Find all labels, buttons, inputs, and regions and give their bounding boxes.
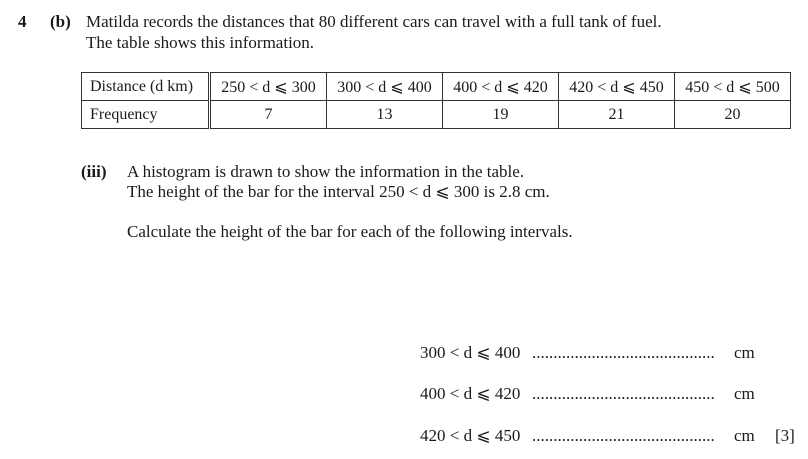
answer-interval-3: 420 < d ⩽ 450 <box>420 426 521 445</box>
interval-cell: 250 < d ⩽ 300 <box>210 73 327 101</box>
answer-line-1[interactable]: ........................................... <box>532 343 715 362</box>
table-row-frequency <box>82 101 791 129</box>
subpart-label: (iii) <box>81 162 107 181</box>
answer-unit-3: cm <box>734 426 755 445</box>
frequency-cell: 21 <box>559 101 675 129</box>
frequency-cell: 7 <box>210 101 327 129</box>
frequency-cell: 20 <box>675 101 791 129</box>
question-line-2: The table shows this information. <box>86 33 315 52</box>
frequency-cell: 13 <box>327 101 443 129</box>
table-row-distance <box>82 73 791 101</box>
answer-interval-1: 300 < d ⩽ 400 <box>420 343 521 362</box>
subpart-line-2: The height of the bar for the interval 250 < d ⩽ 300 is 2.8 cm. <box>127 182 550 201</box>
question-part-label: (b) <box>50 12 71 31</box>
frequency-table <box>81 72 791 129</box>
interval-cell: 450 < d ⩽ 500 <box>675 73 791 101</box>
row-label-frequency: Frequency <box>82 101 210 129</box>
answer-line-3[interactable]: ........................................... <box>532 426 715 445</box>
interval-cell: 420 < d ⩽ 450 <box>559 73 675 101</box>
interval-cell: 400 < d ⩽ 420 <box>443 73 559 101</box>
answer-interval-2: 400 < d ⩽ 420 <box>420 384 521 403</box>
subpart-line-1: A histogram is drawn to show the information in the table. <box>127 162 525 181</box>
row-label-distance: Distance (d km) <box>82 73 210 101</box>
answer-unit-2: cm <box>734 384 755 403</box>
frequency-cell: 19 <box>443 101 559 129</box>
marks-label: [3] <box>775 426 795 445</box>
answer-unit-1: cm <box>734 343 755 362</box>
instruction-text: Calculate the height of the bar for each of the following intervals. <box>127 222 573 241</box>
answer-line-2[interactable]: ........................................... <box>532 384 715 403</box>
question-number: 4 <box>18 12 27 31</box>
question-line-1: Matilda records the distances that 80 different cars can travel with a full tank of fuel. <box>86 12 662 31</box>
interval-cell: 300 < d ⩽ 400 <box>327 73 443 101</box>
